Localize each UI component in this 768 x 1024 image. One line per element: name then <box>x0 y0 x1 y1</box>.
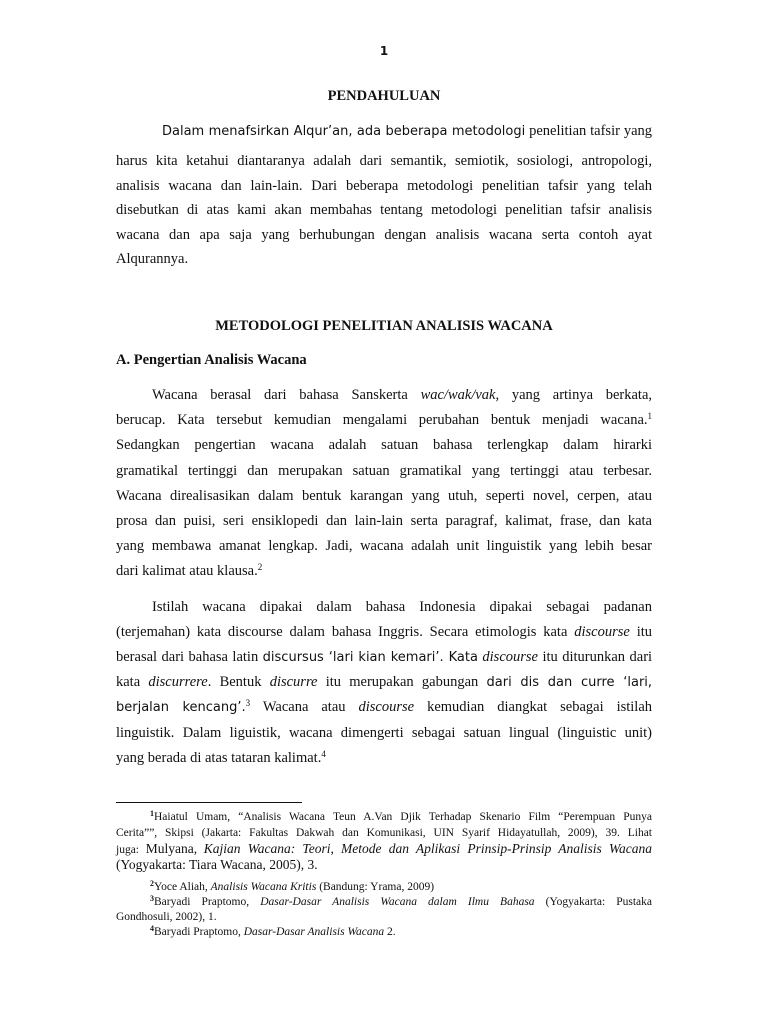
intro-line-5: wacana dan apa saja yang berhubungan dengan analisis wacana serta contoh ayat <box>116 227 652 243</box>
footnote-4: $^4$Baryadi Praptomo, Dasar-Dasar Analisis Wacana 2. <box>150 924 396 938</box>
footnote-ref-3: 3 <box>245 698 251 708</box>
footnote-2: $^2$Yoce Aliah, Analisis Wacana Kritis (Bandung: Yrama, 2009) <box>150 879 435 893</box>
intro-line-2: harus kita ketahui diantaranya adalah dari semantik, semiotik, sosiologi, antropologi, <box>116 153 652 169</box>
para2-line-2: (terjemahan) kata discourse dalam bahasa Inggris. Secara etimologis kata discourse itu <box>116 624 653 640</box>
para1-line-4: gramatikal tertinggi dan merupakan satuan gramatikal yang tertinggi atau terbesar. <box>116 463 652 479</box>
para1-line-2: berucap. Kata tersebut kemudian mengalami perubahan bentuk menjadi wacana.$^1$ <box>116 411 652 428</box>
para2-line-5: berjalan kencang’.$^3$ Wacana atau discourse kemudian diangkat sebagai istilah <box>116 698 653 715</box>
para2-line-7: yang berada di atas tataran kalimat.$^4$ <box>116 749 326 766</box>
para1-line-7: yang membawa amanat lengkap. Jadi, wacana adalah unit linguistik yang lebih besar <box>116 538 652 554</box>
section-heading-a: A. Pengertian Analisis Wacana <box>116 352 307 368</box>
para2-line-3: berasal dari bahasa latin discursus ‘lari kian kemari’. Kata discourse itu diturunkan dari <box>116 649 653 665</box>
para1-line-1: Wacana berasal dari bahasa Sanskerta wac/wak/vak, yang artinya berkata, <box>152 387 653 403</box>
footnote-1-line-1: $^1$Haiatul Umam, “Analisis Wacana Teun A.Van Djik Terhadap Skenario Film “Perempuan Punya <box>150 809 652 823</box>
footnote-3-line-1: $^3$Baryadi Praptomo, Dasar-Dasar Analisis Wacana dalam Ilmu Bahasa (Yogyakarta: Pustaka <box>150 894 653 908</box>
intro-line-4: disebutkan di atas kami akan membahas tentang metodologi penelitian tafsir analisis <box>116 202 652 218</box>
para2-line-1: Istilah wacana dipakai dalam bahasa Indonesia dipakai sebagai padanan <box>152 599 652 615</box>
footnote-ref-4: 4 <box>321 749 326 759</box>
heading-metodologi: METODOLOGI PENELITIAN ANALISIS WACANA <box>215 318 553 334</box>
page-number: 1 <box>379 44 389 58</box>
para1-line-6: prosa dan puisi, seri ensiklopedi dan lain-lain serta paragraf, kalimat, frase, dan kata <box>116 513 652 529</box>
footnote-separator <box>116 802 302 803</box>
para2-line-4: kata discurrere. Bentuk discurre itu merupakan gabungan dari dis dan curre ‘lari, <box>116 674 653 690</box>
footnote-ref-2: 2 <box>257 562 263 572</box>
intro-line-3: analisis wacana dan lain-lain. Dari beberapa metodologi penelitian tafsir yang telah <box>116 178 652 194</box>
footnote-3-line-2: Gondhosuli, 2002), 1. <box>116 911 217 923</box>
intro-line-6: Alqurannya. <box>116 251 189 267</box>
para1-line-3: Sedangkan pengertian wacana adalah satuan bahasa terlengkap dalam hirarki <box>116 437 652 453</box>
footnote-1-line-4: (Yogyakarta: Tiara Wacana, 2005), 3. <box>116 857 318 872</box>
footnote-ref-1: 1 <box>647 411 652 421</box>
para1-line-5: Wacana direalisasikan dalam bentuk karangan yang utuh, seperti novel, cerpen, atau <box>116 488 652 504</box>
footnote-1-line-3: juga: Mulyana, Kajian Wacana: Teori, Metode dan Aplikasi Prinsip-Prinsip Analisis Wacana <box>116 841 653 856</box>
heading-pendahuluan: PENDAHULUAN <box>327 88 441 104</box>
para2-line-6: linguistik. Dalam liguistik, wacana dimengerti sebagai satuan lingual (linguistic unit) <box>116 725 652 741</box>
para1-line-8: dari kalimat atau klausa.$^2$ <box>116 562 263 579</box>
footnote-1-line-2: Cerita””, Skipsi (Jakarta: Fakultas Dakwah dan Komunikasi, UIN Syarif Hidayatullah, 2009), 39. Lihat <box>116 827 652 839</box>
intro-line-1: Dalam menafsirkan Alqur’an, ada beberapa metodologi penelitian tafsir yang <box>162 123 653 139</box>
